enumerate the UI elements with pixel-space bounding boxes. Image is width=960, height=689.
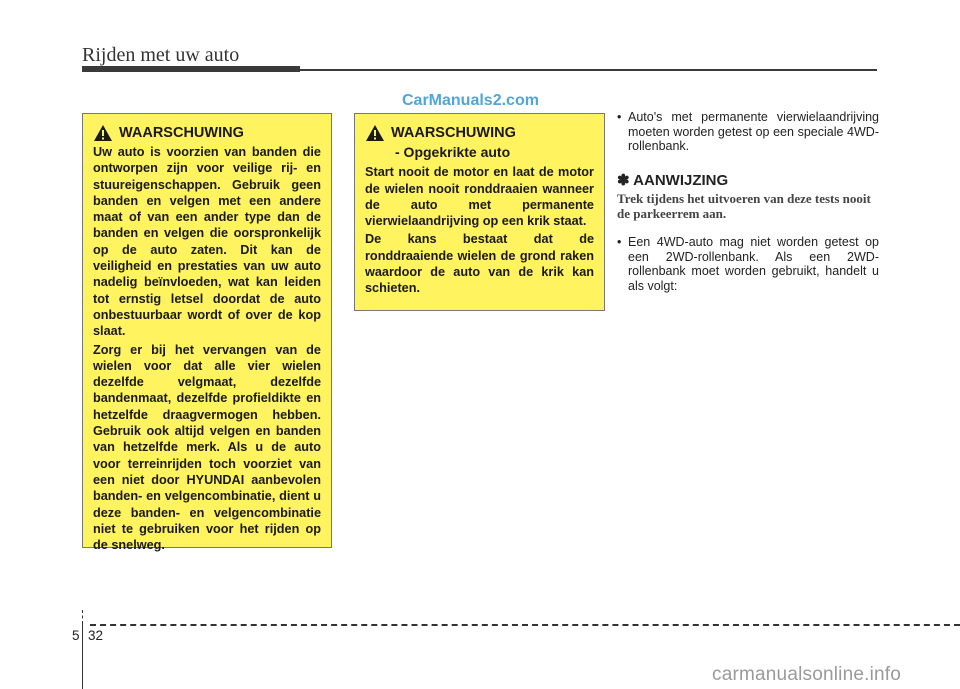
footer-watermark[interactable]: carmanualsonline.info xyxy=(712,664,902,685)
warning-triangle-icon xyxy=(93,124,113,142)
warning-paragraph: Start nooit de motor en laat de motor de wielen nooit ronddraaien wanneer de auto met permanente vierwielaandrijving op een krik staat. xyxy=(365,165,594,229)
warning-heading xyxy=(93,124,321,142)
warning-box-jacked-car xyxy=(354,113,605,311)
bullet-item: • Auto's met permanente vierwielaandrijving moeten worden getest op een speciale 4WD-rollenbank. xyxy=(617,110,879,154)
footer-divider xyxy=(82,624,83,689)
warning-subtitle: - Opgekrikte auto xyxy=(395,144,511,160)
warning-title: WAARSCHUWING xyxy=(391,124,516,141)
bullet-item: • Een 4WD-auto mag niet worden getest op een 2WD-rollenbank. Als een 2WD-rollenbank moet worden gebruikt, handelt u als volgt: xyxy=(617,235,879,293)
warning-paragraph: Zorg er bij het vervangen van de wielen voor dat alle vier wielen dezelfde velgmaat, dezelfde bandenmaat, dezelfde profieldikte en hetzelfde draagvermogen hebben. Gebruik ook altijd velgen en banden van hetzelfde merk. Als u de auto voor terreinrijden toch voorziet van een niet door HYUNDAI aanbevolen banden- en velgencombinatie, dient u deze banden- en velgencombinatie niet te gebruiken voor het rijden op de snelweg. xyxy=(93,342,321,553)
note-title: ✽ AANWIJZING xyxy=(617,171,729,189)
footer-divider-dashed xyxy=(82,610,83,624)
warning-paragraph: De kans bestaat dat de ronddraaiende wielen de grond raken waardoor de auto van de krik kan schieten. xyxy=(365,232,594,296)
footer-rule xyxy=(90,624,960,626)
top-watermark[interactable]: CarManuals2.com xyxy=(402,92,539,109)
page-number: 32 xyxy=(88,628,104,643)
warning-paragraph: Uw auto is voorzien van banden die ontworpen zijn voor veilige rij- en stuureigenschappen. Gebruik geen banden en velgen met een andere maat of van een ander type dan de banden en velgen die oorspronkelijk op de auto zaten. Dit kan de veiligheid en prestaties van uw auto nadelig beïnvloeden, wat kan leiden tot ernstig letsel doordat de auto onbestuurbaar wordt of over de kop slaat. xyxy=(93,145,321,339)
chapter-number: 5 xyxy=(72,628,80,643)
warning-box-tires xyxy=(82,113,332,553)
warning-heading xyxy=(365,124,594,142)
header-rule xyxy=(300,69,877,71)
note-body: Trek tijdens het uitvoeren van deze tests nooit de parkeerrem aan. xyxy=(617,191,871,221)
right-column xyxy=(617,110,879,293)
warning-title: WAARSCHUWING xyxy=(119,124,244,141)
warning-triangle-icon xyxy=(365,124,385,142)
header-bar xyxy=(82,66,300,72)
page-header-title: Rijden met uw auto xyxy=(82,44,240,66)
